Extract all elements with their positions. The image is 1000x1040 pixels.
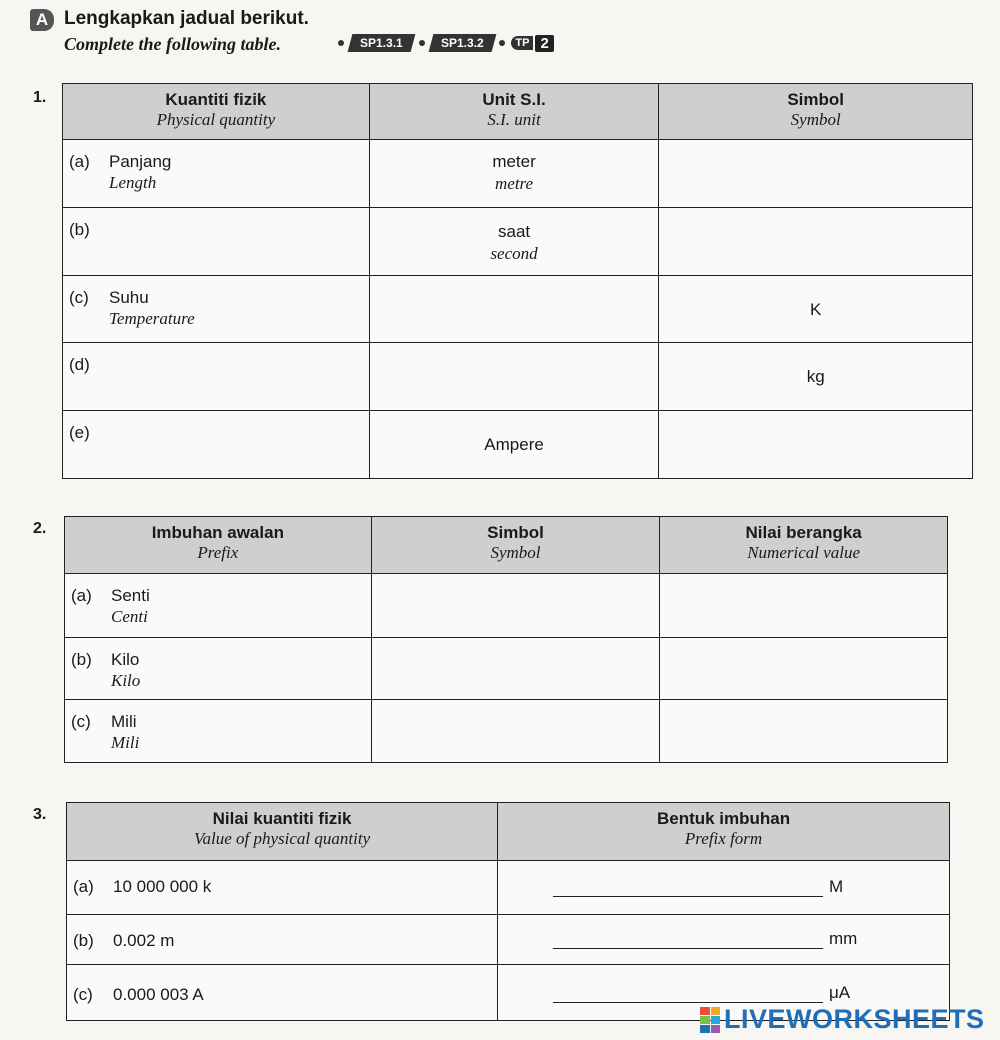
quantity-cell: (c) Suhu Temperature <box>63 276 370 343</box>
instruction-subtitle: Complete the following table. <box>64 34 281 54</box>
table-row <box>63 140 973 208</box>
table-row <box>67 861 950 915</box>
answer-blank[interactable] <box>553 881 823 897</box>
unit-suffix: μA <box>829 983 851 1002</box>
table-row <box>63 208 973 276</box>
unit-cell: Ampere <box>369 411 659 479</box>
tag-dot <box>499 40 505 46</box>
unit-answer-field[interactable] <box>369 343 659 411</box>
header-prefix-form: Bentuk imbuhan Prefix form <box>498 803 950 861</box>
value-cell: (c) 0.000 003 A <box>67 965 498 1021</box>
symbol-answer-field[interactable] <box>371 638 660 700</box>
standard-tags <box>338 34 554 52</box>
quantity-answer-field[interactable]: (d) <box>63 343 370 411</box>
header-quantity: Kuantiti fizik Physical quantity <box>63 84 370 140</box>
header-numerical-value: Nilai berangka Numerical value <box>660 517 948 574</box>
tag-sp132: SP1.3.2 <box>428 34 496 52</box>
logo-text: LIVEWORKSHEETS <box>724 1004 985 1034</box>
prefix-cell: (a) Senti Centi <box>65 574 372 638</box>
symbol-cell: K <box>659 276 973 343</box>
tp-label: TP <box>511 36 533 50</box>
tag-dot <box>338 40 344 46</box>
symbol-answer-field[interactable] <box>371 574 660 638</box>
tp-level-badge <box>511 35 553 52</box>
question-3-number: 3. <box>33 806 47 823</box>
prefix-cell: (c) Mili Mili <box>65 700 372 763</box>
quantity-cell: (a) Panjang Length <box>63 140 370 208</box>
value-answer-field[interactable] <box>660 700 948 763</box>
unit-cell: meter metre <box>369 140 659 208</box>
header-unit: Unit S.I. S.I. unit <box>369 84 659 140</box>
section-badge: A <box>30 9 54 31</box>
table-row <box>63 276 973 343</box>
unit-suffix: mm <box>829 929 858 948</box>
quantity-answer-field[interactable]: (b) <box>63 208 370 276</box>
table-row <box>65 700 948 763</box>
symbol-cell: kg <box>659 343 973 411</box>
header-physical-value: Nilai kuantiti fizik Value of physical quantity <box>67 803 498 861</box>
table-row <box>63 411 973 479</box>
unit-suffix: M <box>829 877 844 896</box>
value-answer-field[interactable] <box>660 638 948 700</box>
question-2-number: 2. <box>33 520 47 537</box>
table-row <box>65 638 948 700</box>
quantity-answer-field[interactable]: (e) <box>63 411 370 479</box>
prefix-form-cell <box>498 915 950 965</box>
symbol-answer-field[interactable] <box>659 140 973 208</box>
tag-dot <box>419 40 425 46</box>
header-prefix: Imbuhan awalan Prefix <box>65 517 372 574</box>
tag-sp131: SP1.3.1 <box>348 34 416 52</box>
table-row <box>67 915 950 965</box>
prefix-form-cell <box>498 861 950 915</box>
table-prefixes <box>64 516 948 763</box>
table-prefix-form <box>66 802 950 1021</box>
liveworksheets-logo <box>700 1004 985 1035</box>
header-symbol: Simbol Symbol <box>371 517 660 574</box>
answer-blank[interactable] <box>553 933 823 949</box>
section-header <box>30 6 730 56</box>
value-cell: (a) 10 000 000 k <box>67 861 498 915</box>
value-cell: (b) 0.002 m <box>67 915 498 965</box>
symbol-answer-field[interactable] <box>659 411 973 479</box>
symbol-answer-field[interactable] <box>659 208 973 276</box>
table-si-units <box>62 83 973 479</box>
question-1-number: 1. <box>33 89 47 106</box>
symbol-answer-field[interactable] <box>371 700 660 763</box>
unit-cell: saat second <box>369 208 659 276</box>
value-answer-field[interactable] <box>660 574 948 638</box>
logo-icon <box>700 1007 720 1033</box>
table-row <box>63 343 973 411</box>
unit-answer-field[interactable] <box>369 276 659 343</box>
header-symbol: Simbol Symbol <box>659 84 973 140</box>
tp-number: 2 <box>535 35 553 52</box>
table-row <box>65 574 948 638</box>
prefix-cell: (b) Kilo Kilo <box>65 638 372 700</box>
answer-blank[interactable] <box>553 987 823 1003</box>
instruction-title: Lengkapkan jadual berikut. <box>64 8 309 29</box>
